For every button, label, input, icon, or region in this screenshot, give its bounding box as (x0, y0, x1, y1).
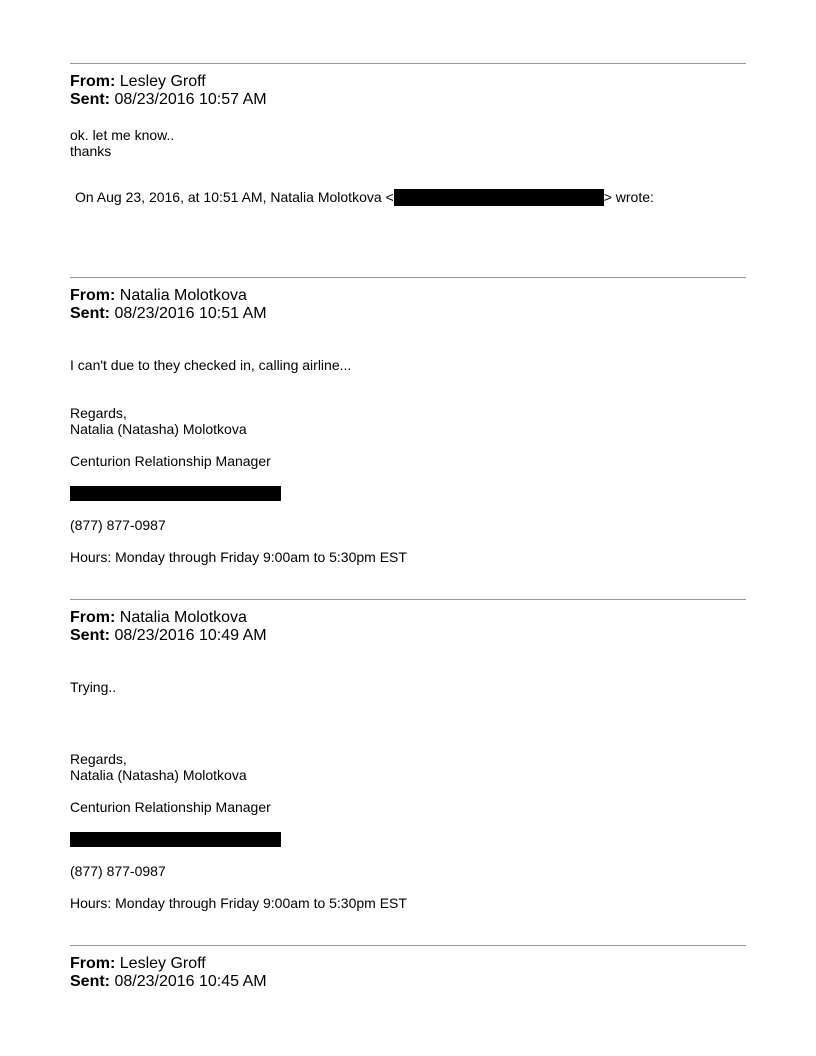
sent-line: Sent: 08/23/2016 10:57 AM (70, 91, 267, 108)
message-divider (70, 277, 746, 278)
signature-title: Centurion Relationship Manager (70, 453, 271, 469)
sender-name: Natalia Molotkova (119, 609, 247, 626)
redaction-bar (70, 832, 281, 847)
from-line: From: Natalia Molotkova (70, 287, 247, 304)
signature-phone: (877) 877-0987 (70, 517, 166, 533)
redaction-bar (70, 486, 281, 501)
sender-name: Lesley Groff (119, 73, 206, 90)
sender-name: Lesley Groff (119, 955, 206, 972)
sent-timestamp: 08/23/2016 10:57 AM (114, 91, 267, 108)
signature-regards: Regards, (70, 751, 127, 767)
sent-timestamp: 08/23/2016 10:49 AM (114, 627, 267, 644)
body-line: ok. let me know.. (70, 127, 175, 143)
signature-regards: Regards, (70, 405, 127, 421)
signature-phone: (877) 877-0987 (70, 863, 166, 879)
from-line: From: Lesley Groff (70, 955, 206, 972)
sent-line: Sent: 08/23/2016 10:51 AM (70, 305, 267, 322)
signature-title: Centurion Relationship Manager (70, 799, 271, 815)
from-line: From: Natalia Molotkova (70, 609, 247, 626)
email-redaction (394, 189, 604, 206)
sent-timestamp: 08/23/2016 10:51 AM (114, 305, 267, 322)
message-divider (70, 599, 746, 600)
body-line: Trying.. (70, 679, 117, 695)
from-line: From: Lesley Groff (70, 73, 206, 90)
body-line: thanks (70, 143, 112, 159)
body-line: I can't due to they checked in, calling airline... (70, 357, 352, 373)
sent-timestamp: 08/23/2016 10:45 AM (114, 973, 267, 990)
signature-name: Natalia (Natasha) Molotkova (70, 767, 247, 783)
signature-hours: Hours: Monday through Friday 9:00am to 5:30pm EST (70, 549, 407, 565)
sender-name: Natalia Molotkova (119, 287, 247, 304)
sent-line: Sent: 08/23/2016 10:45 AM (70, 973, 267, 990)
signature-hours: Hours: Monday through Friday 9:00am to 5:30pm EST (70, 895, 407, 911)
sent-line: Sent: 08/23/2016 10:49 AM (70, 627, 267, 644)
signature-name: Natalia (Natasha) Molotkova (70, 421, 247, 437)
message-divider (70, 945, 746, 946)
quote-attribution: On Aug 23, 2016, at 10:51 AM, Natalia Molotkova < > wrote: (75, 189, 654, 205)
message-divider (70, 63, 746, 64)
